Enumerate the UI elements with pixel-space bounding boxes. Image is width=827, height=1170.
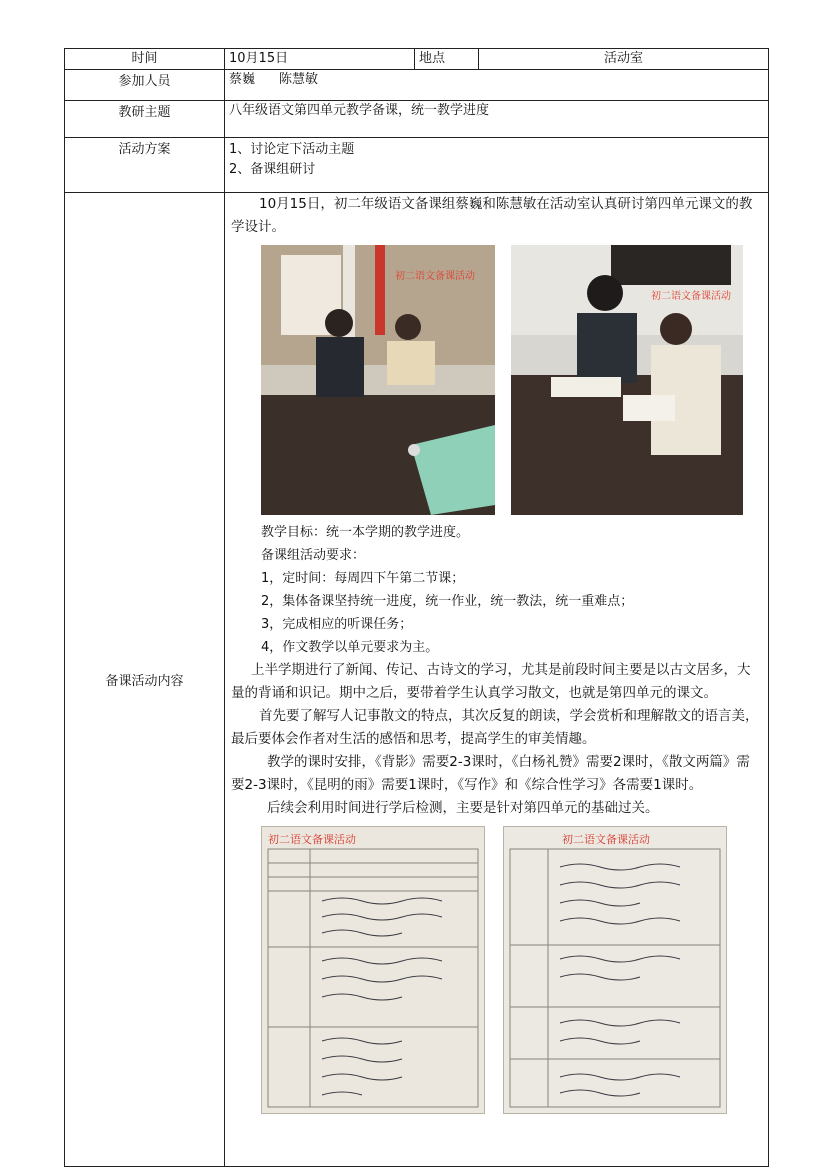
- time-label: 时间: [65, 49, 225, 70]
- plan-label: 活动方案: [65, 138, 225, 193]
- meeting-photo-right-image: [511, 245, 743, 515]
- content-label: 备课活动内容: [65, 193, 225, 1167]
- meeting-photo-left: [261, 245, 495, 515]
- photo-caption-right: 初二语文备课活动: [651, 291, 731, 302]
- photo-row: [231, 239, 762, 515]
- record-scan-right: [503, 826, 727, 1114]
- scan-caption-left: 初二语文备课活动: [268, 833, 356, 846]
- meeting-photo-right: [511, 245, 743, 515]
- place-value: 活动室: [479, 49, 769, 70]
- requirement-item: 3，完成相应的听课任务；: [261, 617, 413, 632]
- paragraph-followup: 后续会利用时间进行学后检测，主要是针对第四单元的基础过关。: [267, 800, 659, 816]
- requirements-title: 备课组活动要求：: [261, 548, 366, 563]
- lesson-record-page: [64, 48, 768, 1170]
- paragraph-semester: 上半学期进行了新闻、传记、古诗文的学习，尤其是前段时间主要是以古文居多，大量的背诵和识记。期中之后，要带着学生认真学习散文，也就是第四单元的课文。: [231, 662, 751, 701]
- plan-value: [225, 138, 769, 193]
- scan-caption-right: 初二语文备课活动: [562, 833, 650, 846]
- intro-paragraph: 10月15日，初二年级语文备课组蔡巍和陈慧敏在活动室认真研讨第四单元课文的教学设计。: [231, 196, 753, 235]
- requirement-item: 2，集体备课坚持统一进度，统一作业，统一教法，统一重难点；: [261, 594, 634, 609]
- photo-caption-left: 初二语文备课活动: [395, 271, 475, 282]
- place-label: 地点: [415, 49, 479, 70]
- participant-name: 蔡巍: [229, 72, 256, 87]
- goal-line: 教学目标：统一本学期的教学进度。: [261, 525, 470, 540]
- time-value: 10月15日: [225, 49, 415, 70]
- topic-value: 八年级语文第四单元教学备课，统一教学进度: [225, 101, 769, 138]
- plan-item: 2、备课组研讨: [229, 162, 316, 177]
- meeting-photo-left-image: [261, 245, 495, 515]
- paragraph-schedule: 教学的课时安排，《背影》需要2-3课时，《白杨礼赞》需要2课时，《散文两篇》需要2-3课时，《昆明的雨》需要1课时，《写作》和《综合性学习》各需要1课时。: [231, 754, 750, 793]
- participants-value: [225, 70, 769, 101]
- participant-name: 陈慧敏: [279, 72, 319, 87]
- record-scan-right-image: [504, 827, 726, 1113]
- participants-label: 参加人员: [65, 70, 225, 101]
- record-scan-left: [261, 826, 485, 1114]
- record-scan-left-image: [262, 827, 484, 1113]
- paragraph-approach: 首先要了解写人记事散文的特点，其次反复的朗读，学会赏析和理解散文的语言美，最后要体会作者对生活的感悟和思考，提高学生的审美情趣。: [231, 708, 759, 747]
- content-cell: [225, 193, 769, 1167]
- requirement-item: 4，作文教学以单元要求为主。: [261, 640, 439, 655]
- plan-item: 1、讨论定下活动主题: [229, 142, 355, 157]
- topic-label: 教研主题: [65, 101, 225, 138]
- requirement-item: 1，定时间：每周四下午第二节课；: [261, 571, 465, 586]
- scan-row: [231, 820, 762, 1120]
- record-form-table: [64, 48, 769, 1167]
